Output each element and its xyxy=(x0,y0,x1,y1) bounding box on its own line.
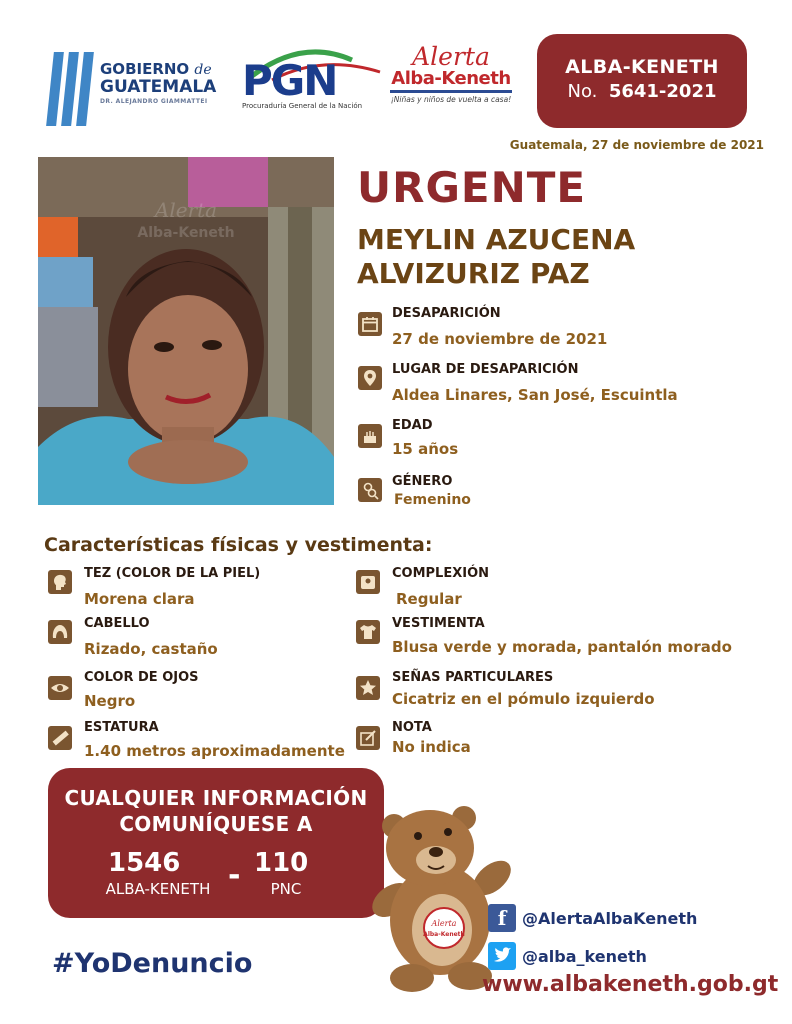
height-value: 1.40 metros aproximadamente xyxy=(84,742,345,760)
gobierno-word: GOBIERNO xyxy=(100,60,190,78)
pgn-subtitle: Procuraduría General de la Nación xyxy=(242,102,363,110)
case-number-box xyxy=(537,34,747,128)
build-value: Regular xyxy=(396,590,462,608)
disappearance-date-value: 27 de noviembre de 2021 xyxy=(392,330,608,348)
person-name-line2: ALVIZURIZ PAZ xyxy=(357,257,590,290)
hashtag: #YoDenuncio xyxy=(52,948,253,979)
disappearance-place-value: Aldea Linares, San José, Escuintla xyxy=(392,386,678,404)
location-pin-icon xyxy=(358,366,382,390)
characteristics-title: Características físicas y vestimenta: xyxy=(44,534,433,556)
gender-icon xyxy=(358,478,382,502)
disappearance-date-label: DESAPARICIÓN xyxy=(392,306,501,321)
scale-icon xyxy=(356,570,380,594)
age-value: 15 años xyxy=(392,440,459,458)
gender-label: GÉNERO xyxy=(392,474,453,489)
twitter-icon[interactable] xyxy=(488,942,516,970)
star-icon xyxy=(356,676,380,700)
skin-label: TEZ (COLOR DE LA PIEL) xyxy=(84,566,261,581)
gender-value: Femenino xyxy=(394,492,471,508)
president-name: DR. ALEJANDRO GIAMMATTEI xyxy=(100,98,208,105)
alba-keneth-phone-label: ALBA-KENETH xyxy=(105,880,211,898)
cake-icon xyxy=(358,424,382,448)
contact-box xyxy=(48,768,384,918)
svg-text:Alba-Keneth: Alba-Keneth xyxy=(137,225,235,241)
hair-label: CABELLO xyxy=(84,616,150,631)
gobierno-de: de xyxy=(194,62,212,78)
facebook-handle[interactable]: @AlertaAlbaKeneth xyxy=(522,909,698,928)
phone-separator: - xyxy=(228,858,241,893)
contact-line1: CUALQUIER INFORMACIÓN xyxy=(64,786,368,810)
missing-person-photo xyxy=(38,157,334,505)
urgent-heading: URGENTE xyxy=(357,163,587,212)
case-title: ALBA-KENETH xyxy=(565,56,719,78)
note-label: NOTA xyxy=(392,720,432,735)
case-no-label: No. xyxy=(567,81,598,102)
case-no-value: 5641-2021 xyxy=(608,81,717,102)
pnc-phone[interactable]: 110 xyxy=(254,848,309,878)
pgn-logo xyxy=(232,46,382,116)
alba-keneth-phone[interactable]: 1546 xyxy=(108,848,181,878)
bear-badge-line2: Alba-Keneth xyxy=(423,931,465,938)
gobierno-logo-text xyxy=(100,62,216,105)
alerta-tagline: ¡Niñas y niños de vuelta a casa! xyxy=(390,94,512,104)
note-value: No indica xyxy=(392,738,471,756)
alerta-word: Alerta xyxy=(412,42,490,71)
calendar-icon xyxy=(358,312,382,336)
hair-icon xyxy=(48,620,72,644)
person-name-line1: MEYLIN AZUCENA xyxy=(357,223,636,256)
guatemala-word: GUATEMALA xyxy=(100,77,217,97)
facebook-icon[interactable]: f xyxy=(488,904,516,932)
gobierno-logo-bars xyxy=(50,52,90,126)
shirt-icon xyxy=(356,620,380,644)
website-link[interactable]: www.albakeneth.gob.gt xyxy=(482,972,779,997)
ruler-icon xyxy=(48,726,72,750)
head-profile-icon xyxy=(48,570,72,594)
distinguishing-marks-label: SEÑAS PARTICULARES xyxy=(392,670,554,685)
clothing-value: Blusa verde y morada, pantalón morado xyxy=(392,638,732,656)
note-edit-icon xyxy=(356,726,380,750)
disappearance-place-label: LUGAR DE DESAPARICIÓN xyxy=(392,362,579,377)
pnc-phone-label: PNC xyxy=(270,880,302,898)
build-label: COMPLEXIÓN xyxy=(392,566,490,581)
alerta-logo xyxy=(384,44,518,114)
alba-keneth-word: Alba-Keneth xyxy=(391,68,511,89)
contact-line2: COMUNÍQUESE A xyxy=(119,812,313,836)
skin-value: Morena clara xyxy=(84,590,195,608)
svg-text:Alerta: Alerta xyxy=(154,198,218,222)
clothing-label: VESTIMENTA xyxy=(392,616,485,631)
height-label: ESTATURA xyxy=(84,720,159,735)
pgn-letters: PGN xyxy=(242,56,337,105)
date-line: Guatemala, 27 de noviembre de 2021 xyxy=(509,138,764,152)
twitter-handle[interactable]: @alba_keneth xyxy=(522,947,647,966)
eye-icon xyxy=(48,676,72,700)
eye-color-label: COLOR DE OJOS xyxy=(84,670,199,685)
eye-color-value: Negro xyxy=(84,692,136,710)
bear-badge-line1: Alerta xyxy=(431,919,457,928)
age-label: EDAD xyxy=(392,418,433,433)
distinguishing-marks-value: Cicatriz en el pómulo izquierdo xyxy=(392,690,655,708)
hair-value: Rizado, castaño xyxy=(84,640,218,658)
